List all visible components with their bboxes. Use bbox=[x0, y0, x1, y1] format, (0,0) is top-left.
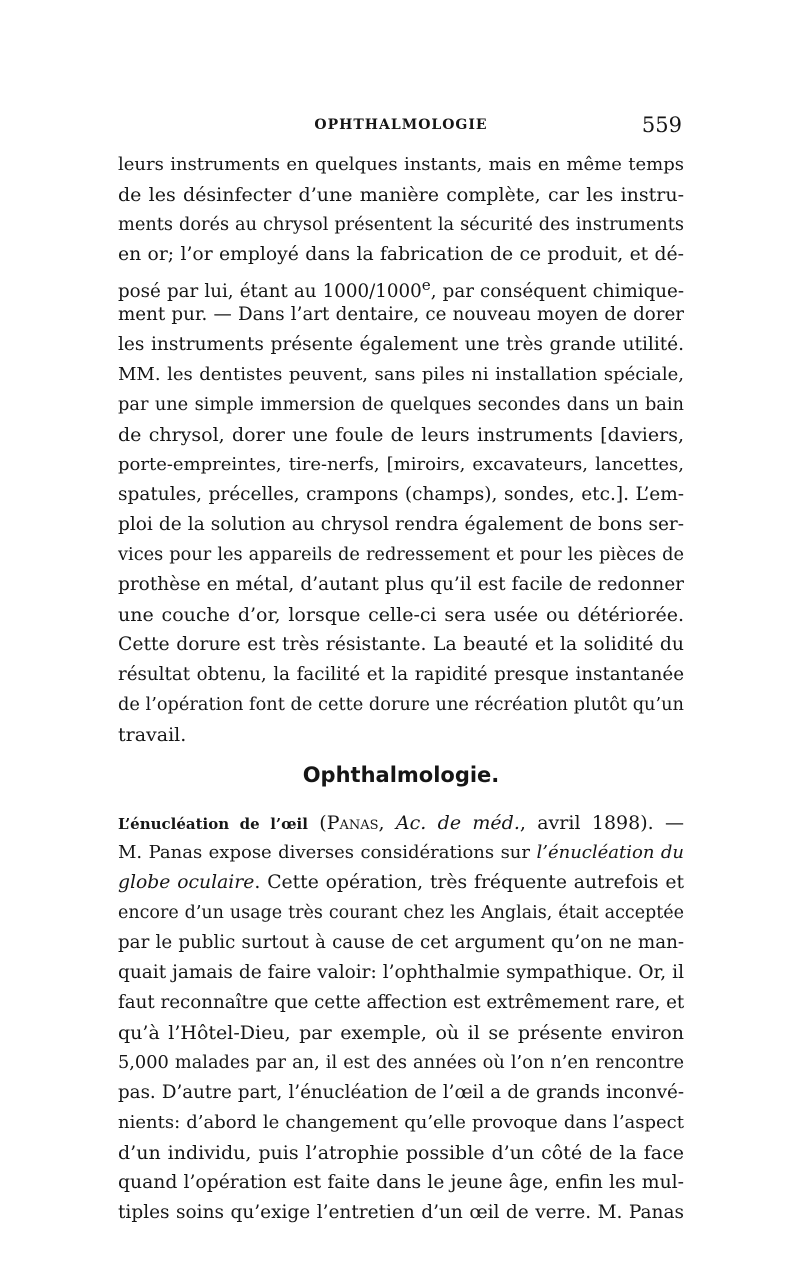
text-line: encore d’un usage très courant chez les Anglais, était acceptée bbox=[118, 903, 684, 923]
text-fragment: , avril 1898). — bbox=[519, 812, 684, 834]
running-head bbox=[118, 113, 684, 143]
text-line: en or; l’or employé dans la fabrication de ce produit, et dé- bbox=[118, 244, 684, 265]
text-line: par le public surtout à cause de cet argument qu’on ne man- bbox=[118, 932, 684, 953]
text-fragment: M. Panas expose diverses considérations sur bbox=[118, 842, 537, 863]
section-heading: Ophthalmologie. bbox=[302, 763, 500, 787]
superscript: e bbox=[421, 276, 431, 294]
text-line: tiples soins qu’exige l’entretien d’un œil de verre. M. Panas bbox=[118, 1202, 684, 1223]
text-line: de chrysol, dorer une foule de leurs instruments [daviers, bbox=[118, 424, 684, 446]
text-fragment: , bbox=[378, 812, 396, 834]
text-line: travail. bbox=[118, 724, 187, 746]
text-line: pas. D’autre part, l’énucléation de l’œil a de grands inconvé- bbox=[118, 1082, 684, 1103]
text-fragment: , par conséquent chimique- bbox=[430, 281, 684, 303]
spacer bbox=[118, 796, 684, 808]
text-fragment: . Cette opération, très fréquente autrefois et bbox=[254, 872, 684, 893]
text-line: nients: d’abord le changement qu’elle provoque dans l’aspect bbox=[118, 1112, 684, 1133]
page-number: 559 bbox=[641, 113, 682, 137]
body-text bbox=[118, 150, 684, 1228]
text-line bbox=[118, 868, 684, 898]
text-line: leurs instruments en quelques instants, mais en même temps bbox=[118, 154, 684, 175]
text-line: de l’opération font de cette dorure une récréation plutôt qu’un bbox=[118, 695, 684, 715]
text-line bbox=[118, 838, 684, 868]
text-line bbox=[118, 808, 684, 838]
text-line: d’un individu, puis l’atrophie possible d’un côté de la face bbox=[118, 1142, 684, 1164]
text-line: porte-empreintes, tire-nerfs, [miroirs, excavateurs, lancettes, bbox=[118, 454, 684, 475]
text-fragment: ( bbox=[307, 812, 327, 834]
text-line: les instruments présente également une très grande utilité. bbox=[118, 334, 684, 355]
text-line: Cette dorure est très résistante. La beauté et la solidité du bbox=[118, 634, 684, 655]
text-fragment: posé par lui, étant au 1000/1000 bbox=[118, 281, 422, 303]
running-title: OPHTHALMOLOGIE bbox=[314, 117, 488, 133]
text-line bbox=[118, 270, 684, 303]
text-line: qu’à l’Hôtel-Dieu, par exemple, où il se présente environ bbox=[118, 1022, 684, 1044]
text-line: ploi de la solution au chrysol rendra également de bons ser- bbox=[118, 514, 684, 535]
text-line: de les désinfecter d’une manière complète, car les instru- bbox=[118, 184, 684, 206]
journal-name: Ac. de méd. bbox=[395, 812, 520, 834]
text-line: par une simple immersion de quelques secondes dans un bain bbox=[118, 395, 684, 415]
text-line: une couche d’or, lorsque celle-ci sera usée ou détériorée. bbox=[118, 604, 684, 626]
text-line: quand l’opération est faite dans le jeune âge, enfin les mul- bbox=[118, 1172, 684, 1193]
text-line: vices pour les appareils de redressement et pour les pièces de bbox=[118, 545, 684, 565]
text-line: MM. les dentistes peuvent, sans piles ni installation spéciale, bbox=[118, 364, 684, 385]
text-line: prothèse en métal, d’autant plus qu’il est facile de redonner bbox=[118, 574, 684, 595]
author-name: Panas bbox=[326, 812, 379, 834]
text-line: spatules, précelles, crampons (champs), sondes, etc.]. L’em- bbox=[118, 484, 684, 505]
article-title: L’énucléation de l’œil bbox=[118, 815, 308, 833]
text-line: faut reconnaître que cette affection est extrêmement rare, et bbox=[118, 992, 685, 1013]
text-line: 5,000 malades par an, il est des années où l’on n’en rencontre bbox=[118, 1053, 684, 1073]
text-line: ment pur. — Dans l’art dentaire, ce nouveau moyen de dorer bbox=[118, 304, 684, 325]
italic-term: globe oculaire bbox=[118, 872, 255, 893]
italic-term: l’énucléation du bbox=[536, 842, 684, 863]
text-line: ments dorés au chrysol présentent la sécurité des instruments bbox=[118, 215, 684, 235]
text-line: résultat obtenu, la facilité et la rapidité presque instantanée bbox=[118, 664, 684, 685]
text-line: quait jamais de faire valoir: l’ophthalmie sympathique. Or, il bbox=[118, 962, 684, 983]
